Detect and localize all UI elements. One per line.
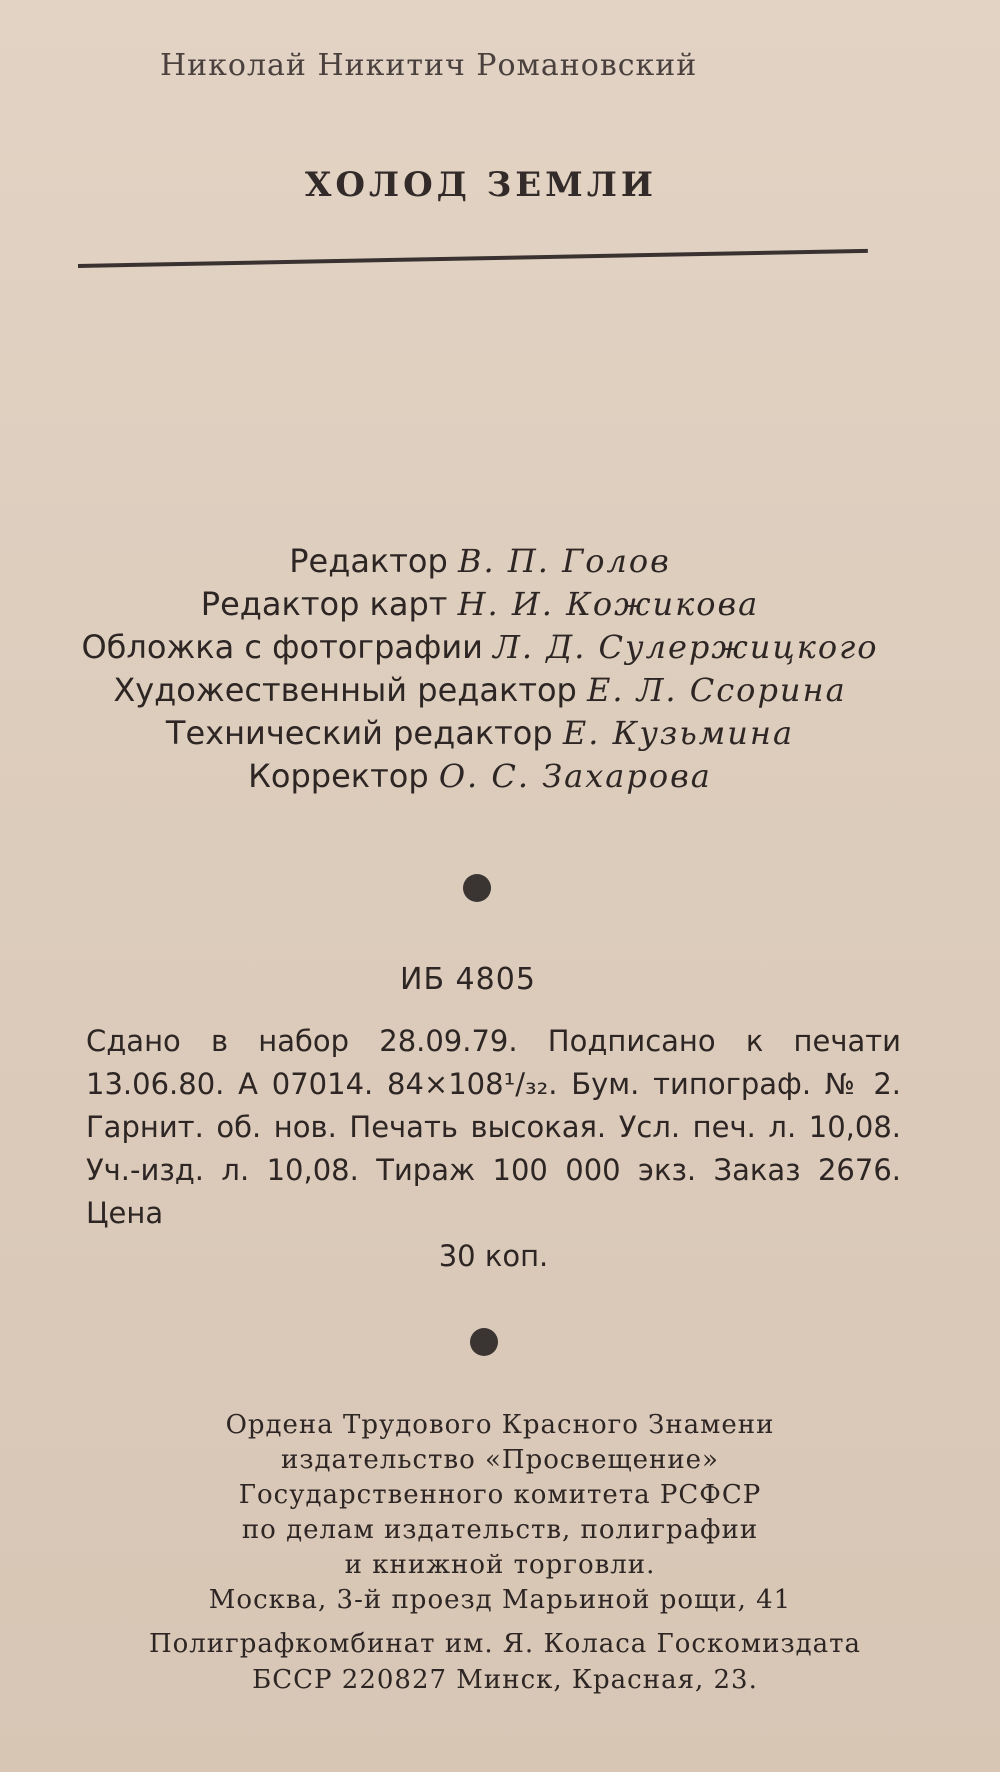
credit-role: Редактор: [289, 542, 448, 580]
publisher-line: Ордена Трудового Красного Знамени: [225, 1410, 775, 1440]
credit-person: Л. Д. Сулержицкого: [493, 628, 879, 666]
credit-cover-photo: [40, 626, 920, 669]
book-title: ХОЛОД ЗЕМЛИ: [305, 165, 658, 205]
publisher-line: и книжной торговли.: [344, 1550, 656, 1580]
publisher-line: Государственного комитета РСФСР: [238, 1480, 762, 1510]
credit-map-editor: [40, 583, 920, 626]
publisher-line: Москва, 3-й проезд Марьиной рощи, 41: [208, 1585, 792, 1615]
credit-person: Е. Л. Ссорина: [587, 671, 847, 709]
imprint-price: 30 коп.: [438, 1239, 549, 1273]
printer-line: Полиграфкомбинат им. Я. Коласа Госкомиздата: [148, 1629, 862, 1659]
ib-number: ИБ 4805: [400, 962, 536, 997]
credit-person: О. С. Захарова: [438, 757, 712, 795]
author-name: Николай Никитич Романовский: [160, 48, 698, 83]
printer-block: [90, 1626, 920, 1698]
imprint-text: Сдано в набор 28.09.79. Подписано к печати 13.06.80. А 07014. 84×108¹/₃₂. Бум. типограф. № 2. Гарнит. об. нов. Печать высокая. Усл. печ. л. 10,08. Уч.-изд. л. 10,08. Тираж 100 000 экз. Заказ 2676. Цена: [86, 1024, 901, 1230]
credit-person: Н. И. Кожикова: [457, 585, 760, 623]
publisher-block: [90, 1408, 910, 1618]
publisher-line: по делам издательств, полиграфии: [241, 1515, 759, 1545]
credits-block: [40, 540, 920, 798]
credit-person: В. П. Голов: [457, 542, 671, 580]
credit-tech-editor: [40, 712, 920, 755]
title-rule: [78, 249, 868, 268]
imprint-details: [86, 1020, 901, 1278]
printer-line: БССР 220827 Минск, Красная, 23.: [252, 1665, 758, 1695]
credit-person: Е. Кузьмина: [562, 714, 795, 752]
credit-editor: [40, 540, 920, 583]
bullet-ornament: [463, 874, 491, 902]
credit-role: Художественный редактор: [113, 671, 577, 709]
credit-role: Редактор карт: [200, 585, 448, 623]
credit-role: Технический редактор: [165, 714, 553, 752]
credit-role: Корректор: [248, 757, 429, 795]
credit-role: Обложка с фотографии: [81, 628, 483, 666]
bullet-ornament: [470, 1328, 498, 1356]
credit-proofreader: [40, 755, 920, 798]
credit-art-editor: [40, 669, 920, 712]
publisher-line: издательство «Просвещение»: [281, 1445, 719, 1475]
